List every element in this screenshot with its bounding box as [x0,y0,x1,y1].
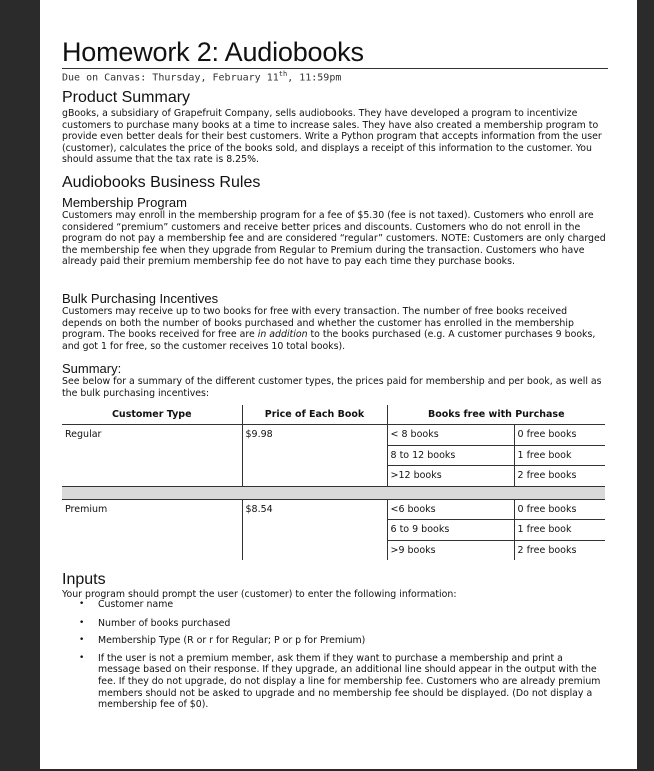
inputs-intro: Your program should prompt the user (customer) to enter the following information: [62,589,457,600]
bulk-text-before: Customers may receive up to two books for free with every transaction. The number of free books received depends on both the number of books purchased and whether the customer has enrolled in the membership program. The books received for free are [62,306,574,341]
table-row [388,500,606,520]
premium-type-cell: Premium [62,499,242,560]
list-item-text: Membership Type (R or r for Regular; P or p for Premium) [98,635,366,647]
regular-type-cell: Regular [62,425,242,487]
bullet-icon: • [79,635,85,646]
membership-text: Customers may enroll in the membership program for a fee of $5.30 (fee is not taxed). Customers who enroll are considered “premium” customers and receive better prices and discounts. Customers who do not enroll in the program do not pay a membership fee and are considered “regular” customers. NOTE: Customers are only charged the membership fee when they upgrade from Regular to Premium during the transaction. Customers who have already paid their premium membership fee do not have to pay each time they purchase books. [62,210,606,268]
tier-free: 0 free books [514,425,605,445]
document-page [40,0,637,769]
membership-heading: Membership Program [62,195,187,210]
list-item-text: Number of books purchased [98,617,231,629]
tier-range: >12 books [388,466,515,486]
tier-range: >9 books [388,540,515,560]
bullet-icon: • [79,599,85,609]
summary-text: See below for a summary of the different customer types, the prices paid for membership and per book, as well as the bulk purchasing incentives: [62,376,602,399]
list-item [62,599,608,611]
table-separator-row [62,486,605,499]
premium-tiers-cell [387,499,605,560]
title-rule [62,68,608,69]
table-row [388,445,606,466]
page-title: Homework 2: Audiobooks [62,37,364,67]
business-rules-heading: Audiobooks Business Rules [62,174,261,191]
list-item [62,635,608,647]
regular-price-cell: $9.98 [242,425,387,487]
table-row [388,520,606,541]
inputs-list [62,599,608,717]
tier-free: 2 free books [517,470,577,482]
list-item [62,653,608,711]
summary-heading: Summary: [62,361,122,376]
tier-range: 8 to 12 books [388,445,515,466]
pricing-table [62,405,605,560]
tier-range: 6 to 9 books [388,520,515,541]
tier-range: < 8 books [388,425,515,445]
bullet-icon: • [79,652,85,663]
tier-free: 2 free books [517,544,577,556]
tier-free: 1 free book [514,520,605,541]
table-header-row [62,405,605,425]
tier-free: 1 free book [514,445,605,466]
due-date-prefix: Due on Canvas: Thursday, February 11 [62,72,279,84]
regular-tiers [388,425,606,486]
header-price: Price of Each Book [242,405,387,425]
bulk-text-emphasis: in addition [257,329,308,341]
premium-tiers [388,500,606,561]
header-customer-type: Customer Type [62,405,242,425]
regular-tiers-cell [387,425,605,487]
table-row-regular [62,425,605,487]
inputs-heading: Inputs [62,571,106,588]
separator-cell [62,486,605,499]
due-date-suffix: , 11:59pm [287,72,342,84]
table-row [388,466,606,486]
product-summary-heading: Product Summary [62,89,191,106]
bullet-icon: • [79,617,85,628]
bulk-text-after: to the books purchased (e.g. A customer purchases 9 books, and got 1 for free, so the customer receives 10 total books). [62,329,596,352]
tier-free: 0 free books [514,500,605,520]
table-row-premium [62,499,605,560]
due-date [62,70,341,83]
bulk-text [62,306,608,352]
premium-price-cell: $8.54 [242,499,387,560]
product-summary-text: gBooks, a subsidiary of Grapefruit Company, sells audiobooks. They have developed a program to incentivize customers to purchase many books at a time to increase sales. They have also created a membership program to provide even better deals for their best customers. Write a Python program that accepts information from the user (customer), calculates the price of the books sold, and displays a receipt of this information to the customer. You should assume that the tax rate is 8.25%. [62,108,602,166]
table-row [388,425,606,445]
due-date-sup: th [278,70,288,78]
list-item-text: Customer name [98,599,174,610]
list-item [62,618,608,630]
bulk-heading: Bulk Purchasing Incentives [62,291,219,306]
list-item-text: If the user is not a premium member, ask them if they want to purchase a membership and print a message based on their response. If they upgrade, an additional line should appear in the output with the fee. If they do not upgrade, do not display a line for membership fee. Customers who are already premium members should not be asked to upgrade and no membership fee should be displayed. (Do not display a membership fee of $0). [98,652,601,711]
header-free-books: Books free with Purchase [387,405,605,425]
tier-range: <6 books [388,500,515,520]
table-row [388,540,606,560]
